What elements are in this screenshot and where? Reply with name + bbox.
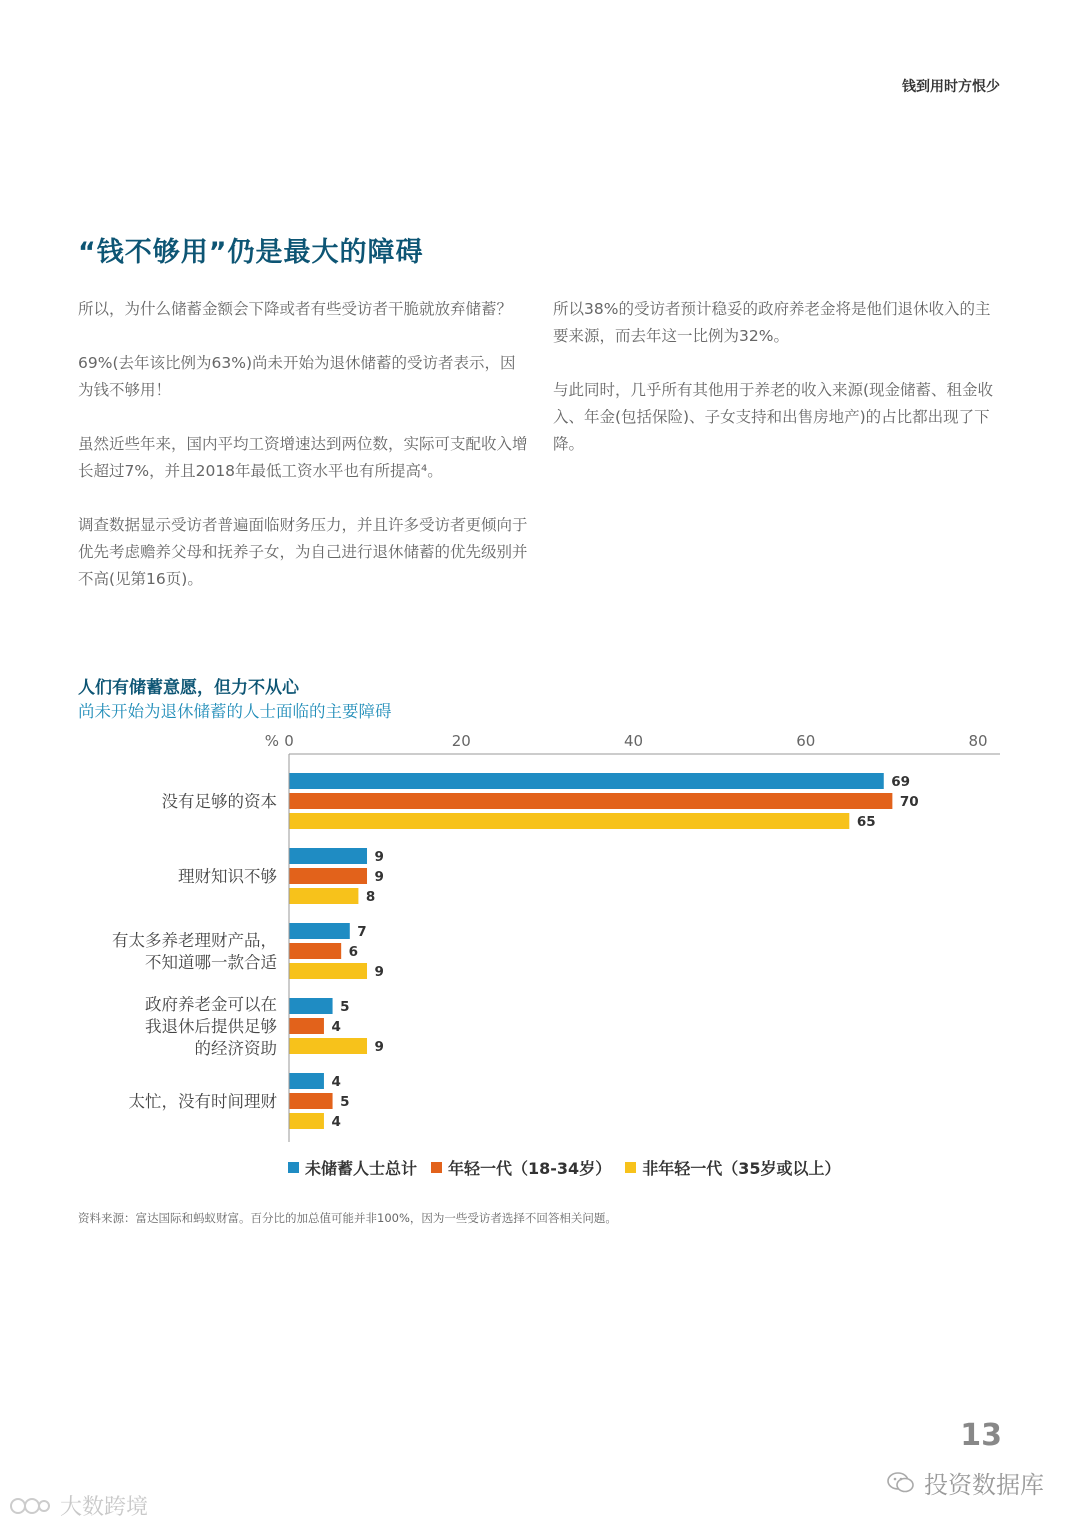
category-label: 有太多养老理财产品， — [112, 931, 277, 950]
logo-icon — [8, 1495, 52, 1517]
paragraph: 69%(去年该比例为63%)尚未开始为退休储蓄的受访者表示，因为钱不够用！ — [78, 354, 516, 399]
legend-label: 非年轻一代（35岁或以上） — [642, 1159, 841, 1178]
right-column — [553, 296, 1003, 485]
data-label: 5 — [340, 999, 350, 1015]
data-label: 9 — [374, 964, 384, 980]
data-label: 9 — [374, 849, 384, 865]
category-label: 理财知识不够 — [178, 867, 277, 886]
legend-label: 未储蓄人士总计 — [305, 1159, 418, 1178]
bar — [290, 813, 850, 829]
chart-title: 人们有储蓄意愿，但力不从心 — [78, 678, 299, 698]
category-label: 不知道哪一款合适 — [145, 953, 277, 972]
legend-label: 年轻一代（18-34岁） — [448, 1159, 612, 1178]
bar-chart — [0, 725, 1080, 1150]
paragraph: 调查数据显示受访者普遍面临财务压力，并且许多受访者更倾向于优先考虑赡养父母和抚养子女，为自己进行退休储蓄的优先级别并不高(见第16页)。 — [78, 516, 528, 588]
data-label: 65 — [856, 814, 876, 830]
data-label: 9 — [374, 1039, 384, 1055]
data-label: 4 — [331, 1074, 341, 1090]
data-label: 69 — [891, 774, 911, 790]
legend-item — [625, 1156, 840, 1179]
legend-swatch — [288, 1162, 299, 1173]
left-column — [78, 296, 528, 620]
data-label: 4 — [331, 1114, 341, 1130]
category-label: 太忙，没有时间理财 — [128, 1092, 277, 1111]
category-label: 的经济资助 — [194, 1039, 277, 1058]
data-label: 6 — [348, 944, 359, 960]
category-label: 政府养老金可以在 — [145, 995, 277, 1014]
bar — [290, 943, 342, 959]
bar — [290, 1073, 324, 1089]
x-tick-label: 0 — [284, 732, 294, 750]
data-label: 4 — [331, 1019, 341, 1035]
bar — [290, 773, 884, 789]
data-label: 9 — [374, 869, 384, 885]
paragraph: 所以，为什么储蓄金额会下降或者有些受访者干脆就放弃储蓄？ — [78, 300, 513, 318]
page-number: 13 — [960, 1418, 1002, 1453]
bar — [290, 923, 350, 939]
data-label: 7 — [357, 924, 367, 940]
wechat-icon — [886, 1470, 916, 1496]
x-tick-label: 80 — [968, 732, 988, 750]
legend-item — [431, 1156, 611, 1179]
watermark-left — [8, 1490, 148, 1521]
watermark-text: 投资数据库 — [924, 1471, 1044, 1499]
legend-item — [288, 1156, 417, 1179]
bar — [290, 888, 359, 904]
data-label: 5 — [340, 1094, 350, 1110]
category-label: 没有足够的资本 — [161, 792, 277, 811]
bar — [290, 793, 893, 809]
section-title: “钱不够用”仍是最大的障碍 — [78, 237, 424, 268]
watermark-text: 大数跨境 — [60, 1495, 149, 1520]
data-label: 70 — [899, 794, 919, 810]
category-label: 我退休后提供足够 — [145, 1017, 277, 1036]
bar — [290, 963, 368, 979]
section-header: 钱到用时方恨少 — [902, 79, 1000, 95]
x-tick-label: 20 — [451, 732, 471, 750]
legend-swatch — [431, 1162, 442, 1173]
source-note: 资料来源：富达国际和蚂蚁财富。百分比的加总值可能并非100%，因为一些受访者选择不回答相关问题。 — [78, 1211, 617, 1225]
bar — [290, 1113, 324, 1129]
chart-legend — [288, 1156, 840, 1179]
axis-unit: % — [264, 732, 279, 750]
x-tick-label: 40 — [623, 732, 644, 750]
data-label: 8 — [365, 889, 376, 905]
bar — [290, 1038, 368, 1054]
paragraph: 与此同时，几乎所有其他用于养老的收入来源(现金储蓄、租金收入、年金(包括保险)、子女支持和出售房地产)的占比都出现了下降。 — [553, 381, 994, 453]
paragraph: 虽然近些年来，国内平均工资增速达到两位数，实际可支配收入增长超过7%，并且2018年最低工资水平也有所提高⁴。 — [78, 435, 528, 480]
x-tick-label: 60 — [796, 732, 816, 750]
chart-subtitle: 尚未开始为退休储蓄的人士面临的主要障碍 — [78, 702, 392, 721]
watermark-right — [886, 1465, 1044, 1500]
paragraph: 所以38%的受访者预计稳妥的政府养老金将是他们退休收入的主要来源，而去年这一比例为32%。 — [553, 300, 991, 345]
bar — [290, 848, 368, 864]
legend-swatch — [625, 1162, 636, 1173]
bar — [290, 868, 368, 884]
bar — [290, 998, 333, 1014]
bar — [290, 1018, 324, 1034]
bar — [290, 1093, 333, 1109]
